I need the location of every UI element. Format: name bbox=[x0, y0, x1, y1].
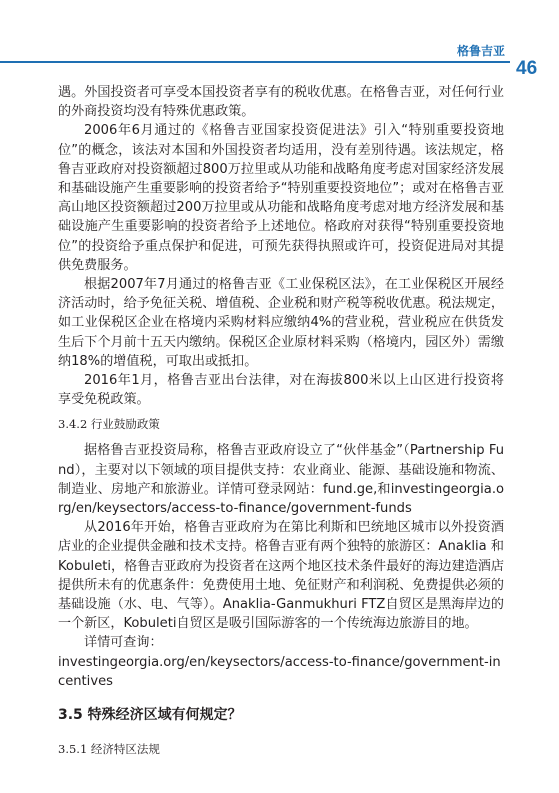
paragraph-4: 2016年1月，格鲁吉亚出台法律，对在海拔800米以上山区进行投资将享受免税政策。 bbox=[58, 373, 504, 408]
paragraph-1: 遇。外国投资者可享受本国投资者享有的税收优惠。在格鲁吉亚，对任何行业的外商投资均没有特殊优惠政策。 bbox=[58, 85, 504, 120]
incentives-link[interactable]: investingeorgia.org/en/keysectors/access-to-finance/government-incentives bbox=[58, 654, 501, 689]
page-number: 46 bbox=[516, 58, 538, 79]
funds-link[interactable]: investingeorgia.org/en/keysectors/access-to-finance/government-funds bbox=[58, 481, 504, 517]
paragraph-5-text: 据格鲁吉亚投资局称，格鲁吉亚政府设立了“伙伴基金”（Partnership Fund），主要对以下领域的项目提供支持：农业商业、能源、基础设施和物流、制造业、房地产和旅游业。详情可登录网站：fund.ge,和 bbox=[58, 443, 504, 497]
paragraph-7-label: 详情可查询： bbox=[84, 635, 163, 651]
paragraph-2: 2006年6月通过的《格鲁吉亚国家投资促进法》引入“特别重要投资地位”的概念，该法对本国和外国投资者均适用，没有差别待遇。该法规定，格鲁吉亚政府对投资额超过800万拉里或从功能和战略角度考虑对国家经济发展和基础设施产生重要影响的投资者给予“特别重要投资地位”；或对在格鲁吉亚高山地区投资额超过200万拉里或从功能和战略角度考虑对地方经济发展和基础设施产生重要影响的投资者给予上述地位。格政府对获得“特别重要投资地位”的投资给予重点保护和促进，可预先获得执照或许可，投资促进局对其提供免费服务。 bbox=[58, 123, 504, 273]
page-body bbox=[58, 83, 504, 757]
subsection-heading-3-4-2: 3.4.2 行业鼓励政策 bbox=[58, 417, 160, 432]
paragraph-3: 根据2007年7月通过的格鲁吉亚《工业保税区法》，在工业保税区开展经济活动时，给予免征关税、增值税、企业税和财产税等税收优惠。税法规定，如工业保税区企业在格境内采购材料应缴纳4%的营业税，营业税应在供货发生后下个月前十五天内缴纳。保税区企业原材料采购（格境内，园区外）需缴纳18%的增值税，可取出或抵扣。 bbox=[58, 277, 504, 369]
paragraph-6: 从2016年开始，格鲁吉亚政府为在第比利斯和巴统地区城市以外投资酒店业的企业提供金融和技术支持。格鲁吉亚有两个独特的旅游区：Anaklia 和 Kobuleti，格鲁吉亚政府为投资者在这两个地区技术条件最好的海边建造酒店提供所未有的优惠条件：免费使用土地、免征财产和利润税、免费提供必须的基础设施（水、电、气等）。Anaklia-Ganmukhuri FTZ自贸区是黑海岸边的一个新区，Kobuleti自贸区是吸引国际游客的一个传统海边旅游目的地。 bbox=[58, 520, 504, 632]
running-title: 格鲁吉亚 bbox=[456, 44, 505, 58]
paragraph-5 bbox=[58, 441, 504, 518]
header-rule bbox=[0, 44, 510, 63]
section-heading-3-5: 3.5 特殊经济区域有何规定？ bbox=[58, 707, 242, 724]
subsection-heading-3-5-1: 3.5.1 经济特区法规 bbox=[58, 742, 160, 757]
